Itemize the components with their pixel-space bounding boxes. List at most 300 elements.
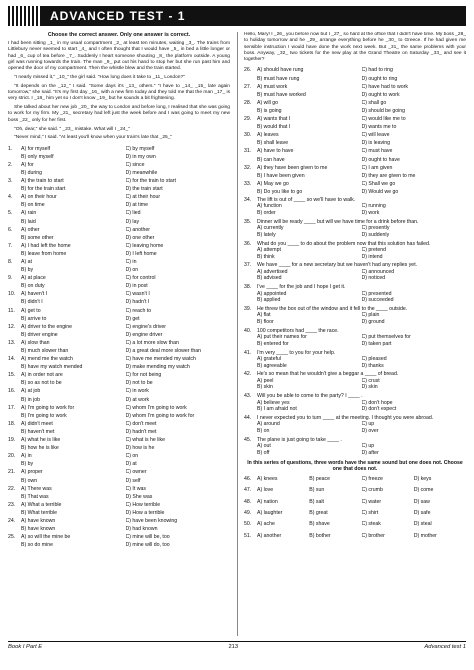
question-row	[244, 84, 466, 90]
answer-option[interactable]: B) only myself	[21, 153, 54, 160]
answer-option[interactable]: D) one other	[125, 234, 155, 241]
question-row	[8, 445, 230, 451]
answer-option[interactable]: A) should have rung	[257, 67, 304, 74]
question-row	[244, 363, 466, 369]
answer-option[interactable]: B) That was	[21, 493, 49, 500]
question-spacer	[8, 202, 21, 208]
question-row	[244, 232, 466, 238]
answer-option[interactable]: D) a great deal more slower than	[125, 348, 202, 354]
answer-option[interactable]: C) on	[125, 453, 139, 460]
question-row	[8, 453, 230, 459]
answer-option[interactable]: D) meanwhile	[125, 169, 158, 176]
answer-option[interactable]: D) engine driver	[125, 331, 163, 338]
answer-option[interactable]: C) in	[125, 258, 137, 265]
question-spacer	[8, 364, 21, 370]
answer-option[interactable]: D) ought to work	[361, 91, 400, 98]
question-spacer	[244, 297, 257, 303]
answer-option[interactable]: B) much slower than	[21, 348, 69, 354]
answer-option[interactable]: B) shall leave	[257, 140, 289, 147]
answer-option[interactable]: B) must have rung	[257, 75, 300, 82]
question-row	[244, 116, 466, 122]
answer-option[interactable]: A) didn't meet	[21, 420, 53, 427]
question-row	[8, 413, 230, 419]
answer-option[interactable]: A) put their names for	[257, 334, 307, 341]
question-number: 13.	[8, 339, 16, 346]
question-row	[244, 499, 466, 505]
answer-option[interactable]: B) leave from home	[21, 250, 67, 257]
answer-option[interactable]: C) in work	[125, 388, 149, 395]
answer-option[interactable]: A) the train to start	[21, 178, 64, 185]
answer-option[interactable]: B) peace	[309, 475, 331, 482]
answer-option[interactable]: D) ought to have	[361, 156, 400, 163]
question-row	[8, 259, 230, 265]
answer-option[interactable]: D) safe	[413, 509, 431, 516]
answer-option[interactable]: A) advertised	[257, 268, 288, 275]
answer-option[interactable]: A) at place	[21, 275, 46, 282]
answer-option[interactable]: B) Do you like to go	[257, 188, 303, 195]
answer-option[interactable]: C) How terrible	[125, 501, 161, 508]
answer-option[interactable]: C) steak	[361, 521, 381, 528]
question-row	[244, 108, 466, 114]
answer-option[interactable]: B) I have been given	[257, 172, 305, 179]
question-spacer	[244, 189, 257, 195]
answer-option[interactable]: D) skin	[361, 384, 378, 391]
question-stem: 100 competitors had ____ the race.	[257, 327, 339, 334]
answer-option[interactable]: B) by	[21, 461, 34, 468]
answer-option[interactable]: C) lied	[125, 210, 141, 217]
answer-option[interactable]: A) haven't I	[21, 291, 48, 298]
answer-option[interactable]: C) have had to work	[361, 83, 408, 90]
question-number: 4.	[8, 194, 13, 201]
answer-option[interactable]: D) should be going	[361, 107, 406, 114]
answer-option[interactable]: A) out	[257, 443, 271, 450]
answer-option[interactable]: A) leaves	[257, 132, 279, 139]
answer-option[interactable]: D) get	[125, 315, 140, 322]
answer-option[interactable]: B) have my watch mended	[21, 364, 83, 371]
answer-option[interactable]: C) had to ring	[361, 67, 393, 74]
answer-option[interactable]: A) have known	[21, 517, 56, 524]
question-number: 3.	[8, 178, 13, 185]
question-row	[244, 275, 466, 281]
answer-option[interactable]: A) slow than	[21, 339, 50, 346]
answer-option[interactable]: D) I left home	[125, 250, 157, 257]
answer-option[interactable]: B) order	[257, 209, 276, 216]
question-row	[8, 178, 230, 184]
answer-option[interactable]: B) how he is like	[21, 445, 59, 452]
answer-option[interactable]: D) hadn't met	[125, 428, 157, 435]
question-number: 24.	[8, 517, 16, 524]
reading-passage	[8, 41, 230, 142]
answer-option[interactable]: C) announced	[361, 268, 395, 275]
question-spacer	[8, 283, 21, 289]
answer-option[interactable]: D) not to be	[125, 380, 153, 387]
question-row	[8, 429, 230, 435]
answer-option[interactable]: A) believe yes	[257, 399, 290, 406]
answer-option[interactable]: C) pretend	[361, 247, 387, 254]
answer-option[interactable]: B) applied	[257, 297, 281, 304]
answer-option[interactable]: D) at time	[125, 202, 148, 209]
question-spacer	[8, 170, 21, 176]
answer-option[interactable]: C) crumb	[361, 487, 383, 494]
answer-option[interactable]: A) What a terrible	[21, 501, 62, 508]
answer-option[interactable]: C) a lot more slow than	[125, 339, 179, 346]
answer-option[interactable]: C) pleased	[361, 356, 387, 363]
question-number: 9.	[8, 275, 13, 282]
answer-option[interactable]: C) mine will be, too	[125, 534, 170, 541]
answer-option[interactable]: A) appointed	[257, 290, 287, 297]
answer-option[interactable]: D) the train start	[125, 186, 163, 193]
answer-option[interactable]: C) another	[125, 226, 151, 233]
answer-option[interactable]: A) on their hour	[21, 194, 57, 201]
answer-option[interactable]: C) for not being	[125, 372, 162, 379]
answer-option[interactable]: B) have known	[21, 526, 56, 533]
question-number: 28.	[244, 99, 252, 106]
question-row	[8, 510, 230, 516]
answer-option[interactable]: D) is leaving	[361, 140, 391, 147]
answer-option[interactable]: C) brother	[361, 532, 385, 539]
question-spacer	[244, 124, 257, 130]
question-number: 2.	[8, 161, 13, 168]
question-spacer	[244, 363, 257, 369]
answer-option[interactable]: C) presented	[361, 290, 392, 297]
question-row	[244, 291, 466, 297]
answer-option[interactable]: A) so will the mine be	[21, 534, 71, 541]
answer-option[interactable]: B) great	[309, 509, 328, 516]
answer-option[interactable]: B) some other	[21, 234, 54, 241]
question-item	[244, 328, 466, 347]
answer-option[interactable]: A) another	[257, 532, 282, 539]
answer-option[interactable]: D) make mending my watch	[125, 364, 190, 371]
answer-option[interactable]: B) must have worked	[257, 91, 306, 98]
question-row	[8, 154, 230, 160]
answer-option[interactable]: D) whom I'm going to work for	[125, 412, 195, 419]
question-row	[244, 157, 466, 163]
answer-option[interactable]: D) suddenly	[361, 231, 390, 238]
answer-option[interactable]: D) lay	[125, 218, 140, 225]
answer-option[interactable]: D) succeeded	[361, 297, 394, 304]
answer-option[interactable]: C) must have	[361, 148, 393, 155]
answer-option[interactable]: A) will go	[257, 99, 279, 106]
question-row	[8, 186, 230, 192]
answer-option[interactable]: B) on time	[21, 202, 45, 209]
answer-option[interactable]: B) lately	[257, 231, 276, 238]
answer-option[interactable]: C) engine's driver	[125, 323, 166, 330]
question-stem-row	[244, 262, 466, 268]
question-row	[8, 202, 230, 208]
question-number: 25.	[8, 534, 16, 541]
answer-option[interactable]: B) for the train start	[21, 186, 66, 193]
question-row	[8, 461, 230, 467]
question-item	[244, 371, 466, 390]
answer-option[interactable]: A) knees	[257, 475, 278, 482]
answer-option[interactable]: A) There was	[21, 485, 52, 492]
question-spacer	[244, 140, 257, 146]
question-number: 48.	[244, 498, 252, 505]
answer-option[interactable]: A) in	[21, 453, 32, 460]
answer-option[interactable]: B) I'm going to work	[21, 412, 67, 419]
answer-option[interactable]: C) reach to	[125, 307, 152, 314]
question-spacer	[244, 108, 257, 114]
answer-option[interactable]: C) since	[125, 161, 145, 168]
answer-option[interactable]: D) come	[413, 487, 434, 494]
question-number: 7.	[8, 242, 13, 249]
answer-option[interactable]: C) It was	[125, 485, 146, 492]
question-item	[244, 393, 466, 412]
question-number: 40.	[244, 327, 252, 334]
answer-option[interactable]: C) for the train to start	[125, 178, 176, 185]
answer-option[interactable]: D) how is he	[125, 445, 155, 452]
answer-option[interactable]: C) what is he like	[125, 437, 165, 444]
answer-option[interactable]: A) rain	[21, 210, 37, 217]
answer-option[interactable]: C) up	[361, 421, 375, 428]
answer-option[interactable]: A) ache	[257, 521, 275, 528]
question-number: 35.	[244, 218, 252, 225]
answer-option[interactable]: B) would that I	[257, 124, 291, 131]
question-row	[244, 132, 466, 138]
answer-option[interactable]: B) haven't met	[21, 428, 55, 435]
question-row	[8, 364, 230, 370]
question-spacer	[8, 413, 21, 419]
question-row	[8, 324, 230, 330]
answer-option[interactable]: D) She was	[125, 493, 153, 500]
question-stem: I never expected you to turn ____ at the meeting. I thought you were abroad.	[257, 414, 434, 421]
answer-option[interactable]: A) at	[21, 258, 32, 265]
answer-option[interactable]: D) don't expect	[361, 406, 397, 413]
answer-option[interactable]: B) sun	[309, 487, 325, 494]
question-list-right-b	[244, 197, 466, 456]
question-number: 37.	[244, 262, 252, 269]
question-spacer	[8, 154, 21, 160]
answer-option[interactable]: B) bother	[309, 532, 331, 539]
answer-option[interactable]: B) advised	[257, 275, 282, 282]
answer-option[interactable]: D) self	[125, 477, 141, 484]
question-spacer	[244, 334, 257, 340]
question-number: 20.	[8, 453, 16, 460]
answer-option[interactable]: A) love	[257, 487, 274, 494]
answer-option[interactable]: B) laid	[21, 218, 36, 225]
answer-option[interactable]: D) wants me to	[361, 124, 397, 131]
answer-option[interactable]: A) what he is like	[21, 437, 61, 444]
answer-option[interactable]: A) grateful	[257, 356, 281, 363]
answer-option[interactable]: D) intend	[361, 253, 383, 260]
question-number: 16.	[8, 388, 16, 395]
answer-option[interactable]: C) shall go	[361, 99, 387, 106]
answer-option[interactable]: A) get to	[21, 307, 41, 314]
question-row	[244, 421, 466, 427]
answer-option[interactable]: D) they are given to me	[361, 172, 416, 179]
question-number: 22.	[8, 485, 16, 492]
question-row	[244, 487, 466, 493]
answer-option[interactable]: C) crust	[361, 377, 380, 384]
answer-option[interactable]: C) I am given	[361, 164, 393, 171]
answer-option[interactable]: B) so do mine	[21, 542, 54, 549]
answer-option[interactable]: C) shirt	[361, 509, 379, 516]
answer-option[interactable]: B) on duty	[21, 283, 45, 290]
answer-option[interactable]: B) off	[257, 449, 270, 456]
answer-option[interactable]: D) had known	[125, 526, 158, 533]
answer-option[interactable]: A) flat	[257, 312, 271, 319]
answer-option[interactable]: D) after	[361, 449, 379, 456]
answer-option[interactable]: C) have been knowing	[125, 517, 178, 524]
answer-option[interactable]: D) in my own	[125, 153, 156, 160]
question-number: 49.	[244, 509, 252, 516]
question-row	[8, 243, 230, 249]
question-spacer	[8, 494, 21, 500]
answer-option[interactable]: B) during	[21, 169, 43, 176]
answer-option[interactable]: C) don't meet	[125, 420, 157, 427]
question-row	[244, 76, 466, 82]
answer-option[interactable]: D) at work	[125, 396, 150, 403]
question-stem-row	[244, 241, 466, 247]
question-item	[244, 306, 466, 325]
answer-option[interactable]: D) keys	[413, 475, 432, 482]
answer-option[interactable]: D) hadn't I	[125, 299, 150, 306]
answer-option[interactable]: C) have me mended my watch	[125, 356, 196, 363]
answer-option[interactable]: D) thanks	[361, 362, 384, 369]
answer-option[interactable]: A) I'm going to work for	[21, 404, 75, 411]
answer-option[interactable]: C) running	[361, 203, 386, 210]
answer-option[interactable]: B) didn't I	[21, 299, 43, 306]
answer-option[interactable]: A) for	[21, 161, 34, 168]
question-spacer	[244, 406, 257, 412]
question-row	[244, 247, 466, 253]
answer-option[interactable]: A) function	[257, 203, 282, 210]
answer-option[interactable]: A) other	[21, 226, 40, 233]
answer-option[interactable]: B) salt	[309, 498, 324, 505]
answer-option[interactable]: A) I had left the home	[21, 242, 71, 249]
answer-option[interactable]: B) agreeable	[257, 362, 287, 369]
answer-option[interactable]: A) peel	[257, 377, 274, 384]
answer-option[interactable]: A) in order not are	[21, 372, 63, 379]
question-spacer	[244, 225, 257, 231]
answer-option[interactable]: D) mine will do, too	[125, 542, 170, 549]
answer-option[interactable]: D) How a terrible	[125, 509, 165, 516]
answer-option[interactable]: B) on	[257, 427, 270, 434]
question-item	[244, 197, 466, 216]
question-item	[244, 415, 466, 434]
question-number: 45.	[244, 436, 252, 443]
answer-option[interactable]: C) plain	[361, 312, 380, 319]
question-list-right-c	[244, 476, 466, 539]
answer-option[interactable]: D) Would we go	[361, 188, 399, 195]
answer-option[interactable]: D) in post	[125, 283, 148, 290]
question-stem-row	[244, 371, 466, 377]
question-number: 44.	[244, 414, 252, 421]
answer-option[interactable]: A) proper	[21, 469, 43, 476]
question-spacer	[244, 443, 257, 449]
question-spacer	[244, 341, 257, 347]
answer-option[interactable]: A) must work	[257, 83, 288, 90]
answer-option[interactable]: C) wasn't I	[125, 291, 150, 298]
answer-option[interactable]: C) whom I'm going to work	[125, 404, 187, 411]
answer-option[interactable]: C) for control	[125, 275, 156, 282]
answer-option[interactable]: B) so as not to be	[21, 380, 62, 387]
question-row	[8, 388, 230, 394]
question-row	[8, 194, 230, 200]
answer-option[interactable]: B) by	[21, 267, 34, 274]
answer-option[interactable]: A) they have been given to me	[257, 164, 328, 171]
answer-option[interactable]: A) currently	[257, 225, 284, 232]
answer-option[interactable]: B) floor	[257, 318, 274, 325]
answer-option[interactable]: B) driver engine	[21, 331, 58, 338]
answer-option[interactable]: C) would like me to	[361, 116, 406, 123]
answer-option[interactable]: A) laughter	[257, 509, 283, 516]
answer-option[interactable]: A) at job	[21, 388, 41, 395]
answer-option[interactable]: C) by myself	[125, 145, 155, 152]
answer-option[interactable]: C) water	[361, 498, 382, 505]
question-row	[8, 478, 230, 484]
answer-option[interactable]: C) leaving home	[125, 242, 164, 249]
question-spacer	[8, 510, 21, 516]
question-stem: What do you ____ to do about the problem now that this solution has failed.	[257, 240, 431, 247]
answer-option[interactable]: D) at	[125, 461, 137, 468]
answer-option[interactable]: D) over	[361, 427, 379, 434]
answer-option[interactable]: B) own	[21, 477, 38, 484]
question-number: 1.	[8, 145, 13, 152]
answer-option[interactable]: A) May we go	[257, 180, 289, 187]
answer-option[interactable]: B) can have	[257, 156, 285, 163]
answer-option[interactable]: D) ground	[361, 318, 385, 325]
answer-option[interactable]: B) shave	[309, 521, 330, 528]
question-number: 38.	[244, 284, 252, 291]
answer-option[interactable]: A) around	[257, 421, 280, 428]
answer-option[interactable]: B) is going	[257, 107, 282, 114]
answer-option[interactable]: A) have to have	[257, 148, 294, 155]
question-number: 5.	[8, 210, 13, 217]
answer-option[interactable]: C) freeze	[361, 475, 383, 482]
answer-option[interactable]: B) entered for	[257, 340, 289, 347]
answer-option[interactable]: A) mend me the watch	[21, 356, 73, 363]
answer-option[interactable]: C) owner	[125, 469, 147, 476]
question-spacer	[244, 291, 257, 297]
answer-option[interactable]: C) up	[361, 443, 375, 450]
answer-option[interactable]: C) don't hope	[361, 399, 393, 406]
question-row	[244, 225, 466, 231]
answer-option[interactable]: B) What terrible	[21, 509, 58, 516]
answer-option[interactable]: C) will leave	[361, 132, 390, 139]
answer-option[interactable]: C) put themselves for	[361, 334, 411, 341]
question-row	[244, 67, 466, 73]
answer-option[interactable]: D) ought to ring	[361, 75, 398, 82]
question-row	[8, 332, 230, 338]
answer-option[interactable]: A) for myself	[21, 145, 51, 152]
answer-option[interactable]: D) noticed	[361, 275, 386, 282]
answer-option[interactable]: B) think	[257, 253, 275, 260]
answer-option[interactable]: C) at their hour	[125, 194, 161, 201]
answer-option[interactable]: B) skin	[257, 384, 273, 391]
question-row	[244, 319, 466, 325]
answer-option[interactable]: D) mother	[413, 532, 437, 539]
answer-option[interactable]: D) saw	[413, 498, 430, 505]
question-spacer	[8, 526, 21, 532]
question-number: 34.	[244, 196, 252, 203]
answer-option[interactable]: D) work	[361, 209, 380, 216]
answer-option[interactable]: B) I am afraid not	[257, 406, 297, 413]
answer-option[interactable]: A) driver to the engine	[21, 323, 73, 330]
answer-option[interactable]: C) presently	[361, 225, 390, 232]
answer-option[interactable]: D) steal	[413, 521, 432, 528]
answer-option[interactable]: B) arrive to	[21, 315, 47, 322]
answer-option[interactable]: B) in job	[21, 396, 41, 403]
header-stripes	[8, 6, 42, 26]
answer-option[interactable]: A) nation	[257, 498, 278, 505]
answer-option[interactable]: D) on	[125, 267, 139, 274]
answer-option[interactable]: C) Shall we go	[361, 180, 396, 187]
answer-option[interactable]: A) attempt	[257, 247, 281, 254]
answer-option[interactable]: D) taken part	[361, 340, 392, 347]
answer-option[interactable]: A) wants that I	[257, 116, 291, 123]
question-row	[8, 291, 230, 297]
